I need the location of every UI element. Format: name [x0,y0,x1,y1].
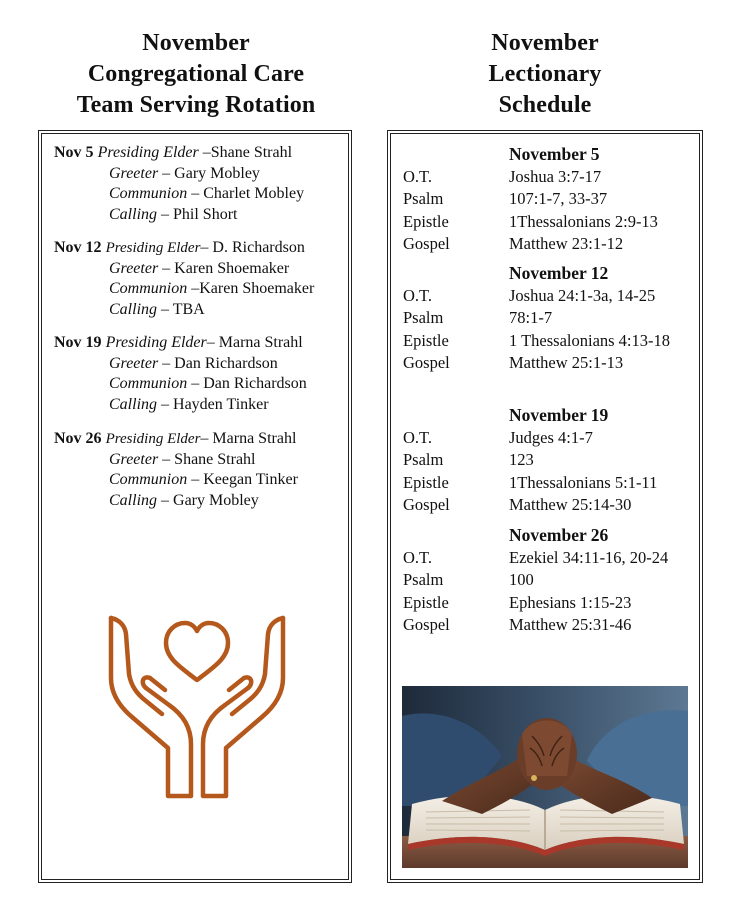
role-line [54,164,304,185]
reading-row [403,427,693,450]
reading-reference: Matthew 23:1-12 [509,234,624,253]
role-separator: – [200,239,213,256]
role-label: Greeter [109,450,159,468]
reading-label: Epistle [403,472,449,492]
reading-label: Epistle [403,592,449,612]
role-label: Presiding Elder [97,144,199,161]
lectionary-title-line: Lectionary [488,61,602,87]
presiding-line [54,238,314,259]
role-separator: – [157,395,174,413]
week-date: Nov 12 [54,239,102,256]
rotation-week [54,143,304,225]
role-separator: – [157,205,174,223]
lectionary-week [403,143,693,256]
reading-label: Psalm [403,308,444,327]
reading-reference: 1Thessalonians 2:9-13 [509,211,658,231]
lectionary-title [388,28,702,121]
reading-row [403,211,693,234]
role-line [54,395,307,416]
role-separator: – [158,354,175,372]
role-separator: – [187,185,204,202]
reading-label: Psalm [403,189,444,208]
rotation-title [40,28,352,121]
role-line [54,279,314,300]
reading-row [403,307,693,330]
reading-label: Gospel [403,234,450,253]
reading-reference: Joshua 24:1-3a, 14-25 [509,285,656,305]
reading-label: Gospel [403,615,450,634]
lectionary-week [403,524,693,637]
presiding-line [54,429,298,450]
reading-reference: Matthew 25:31-46 [509,615,632,634]
role-line [54,184,304,205]
role-separator: – [198,144,211,161]
reading-label: O.T. [403,427,433,447]
reading-label: Gospel [403,495,450,514]
rotation-week [54,429,298,511]
reading-label: O.T. [403,166,433,186]
role-label: Greeter [109,354,159,372]
reading-label: Psalm [403,450,444,469]
reading-row [403,188,693,211]
reading-reference: 78:1-7 [509,308,553,327]
reading-reference: Matthew 25:14-30 [509,495,632,514]
role-line [54,450,298,471]
rotation-title-line: Team Serving Rotation [76,92,316,118]
role-line [54,374,307,395]
role-label: Communion [109,375,188,392]
role-line [54,491,298,512]
reading-row [403,352,693,375]
reading-reference: Ezekiel 34:11-16, 20-24 [509,547,669,567]
reading-label: Epistle [403,211,449,231]
role-separator: – [187,471,204,488]
week-date: Nov 19 [54,334,102,351]
lectionary-title-line: Schedule [498,92,592,118]
role-label: Greeter [109,164,159,182]
reading-reference: 100 [509,570,534,589]
person-name: Marna Strahl [218,334,303,351]
rotation-week [54,333,307,415]
role-label: Calling [109,491,158,509]
presiding-line [54,333,307,354]
reading-reference: Judges 4:1-7 [509,427,593,447]
reading-row [403,233,693,256]
person-name: Dan Richardson [174,354,278,372]
person-name: Marna Strahl [212,430,297,447]
reading-row [403,472,693,495]
presiding-line [54,143,304,164]
hands-holding-heart-icon [108,604,286,802]
lectionary-date: November 5 [509,144,600,164]
person-name: Hayden Tinker [173,395,269,413]
lectionary-date: November 26 [509,525,609,545]
reading-label: Epistle [403,330,449,350]
week-date: Nov 5 [54,144,94,161]
reading-row [403,449,693,472]
reading-reference: Ephesians 1:15-23 [509,592,632,612]
role-label: Communion [109,280,188,297]
reading-row [403,285,693,308]
role-line [54,205,304,226]
lectionary-title-line: November [491,30,599,56]
role-label: Presiding Elder [105,431,201,447]
reading-row [403,330,693,353]
reading-row [403,494,693,517]
person-name: Charlet Mobley [203,185,305,202]
rotation-title-line: November [142,30,250,56]
praying-hands-over-bible-photo [402,686,688,868]
person-name: D. Richardson [212,239,305,256]
role-separator: – [206,334,219,351]
role-label: Calling [109,300,158,318]
reading-label: Psalm [403,570,444,589]
reading-reference: 1 Thessalonians 4:13-18 [509,330,671,350]
role-separator: – [187,375,204,392]
reading-reference: Matthew 25:1-13 [509,353,624,372]
person-name: Gary Mobley [174,164,260,182]
role-label: Communion [109,185,188,202]
role-label: Calling [109,395,158,413]
reading-reference: 123 [509,450,534,469]
role-label: Calling [109,205,158,223]
rotation-box [41,133,349,880]
person-name: TBA [172,300,205,318]
person-name: Shane Strahl [210,144,293,161]
reading-label: Gospel [403,353,450,372]
person-name: Gary Mobley [173,491,259,509]
reading-reference: 107:1-7, 33-37 [509,189,608,208]
reading-label: O.T. [403,285,433,305]
role-separator: – [158,164,175,182]
week-date: Nov 26 [54,430,102,447]
role-line [54,354,307,375]
reading-row [403,569,693,592]
reading-reference: 1Thessalonians 5:1-11 [509,472,658,492]
role-separator: – [200,430,213,447]
role-line [54,470,298,491]
role-separator: – [157,491,174,509]
role-separator: – [157,300,173,318]
person-name: Phil Short [173,205,238,223]
role-separator: – [158,450,175,468]
role-line [54,300,314,321]
lectionary-week [403,262,693,375]
lectionary-date: November 12 [509,263,609,283]
person-name: Shane Strahl [174,450,256,468]
role-label: Presiding Elder [105,334,207,351]
person-name: Karen Shoemaker [174,259,290,277]
reading-row [403,614,693,637]
reading-reference: Joshua 3:7-17 [509,166,602,186]
person-name: Karen Shoemaker [199,280,315,297]
role-separator: – [187,280,200,297]
person-name: Keegan Tinker [203,471,298,488]
lectionary-box [390,133,700,880]
role-label: Greeter [109,259,159,277]
reading-label: O.T. [403,547,433,567]
role-label: Presiding Elder [105,240,201,256]
reading-row [403,592,693,615]
reading-row [403,166,693,189]
lectionary-date: November 19 [509,405,609,425]
rotation-week [54,238,314,320]
role-separator: – [158,259,175,277]
rotation-title-line: Congregational Care [87,61,305,87]
role-label: Communion [109,471,188,488]
lectionary-week [403,404,693,517]
role-line [54,259,314,280]
person-name: Dan Richardson [203,375,307,392]
reading-row [403,547,693,570]
